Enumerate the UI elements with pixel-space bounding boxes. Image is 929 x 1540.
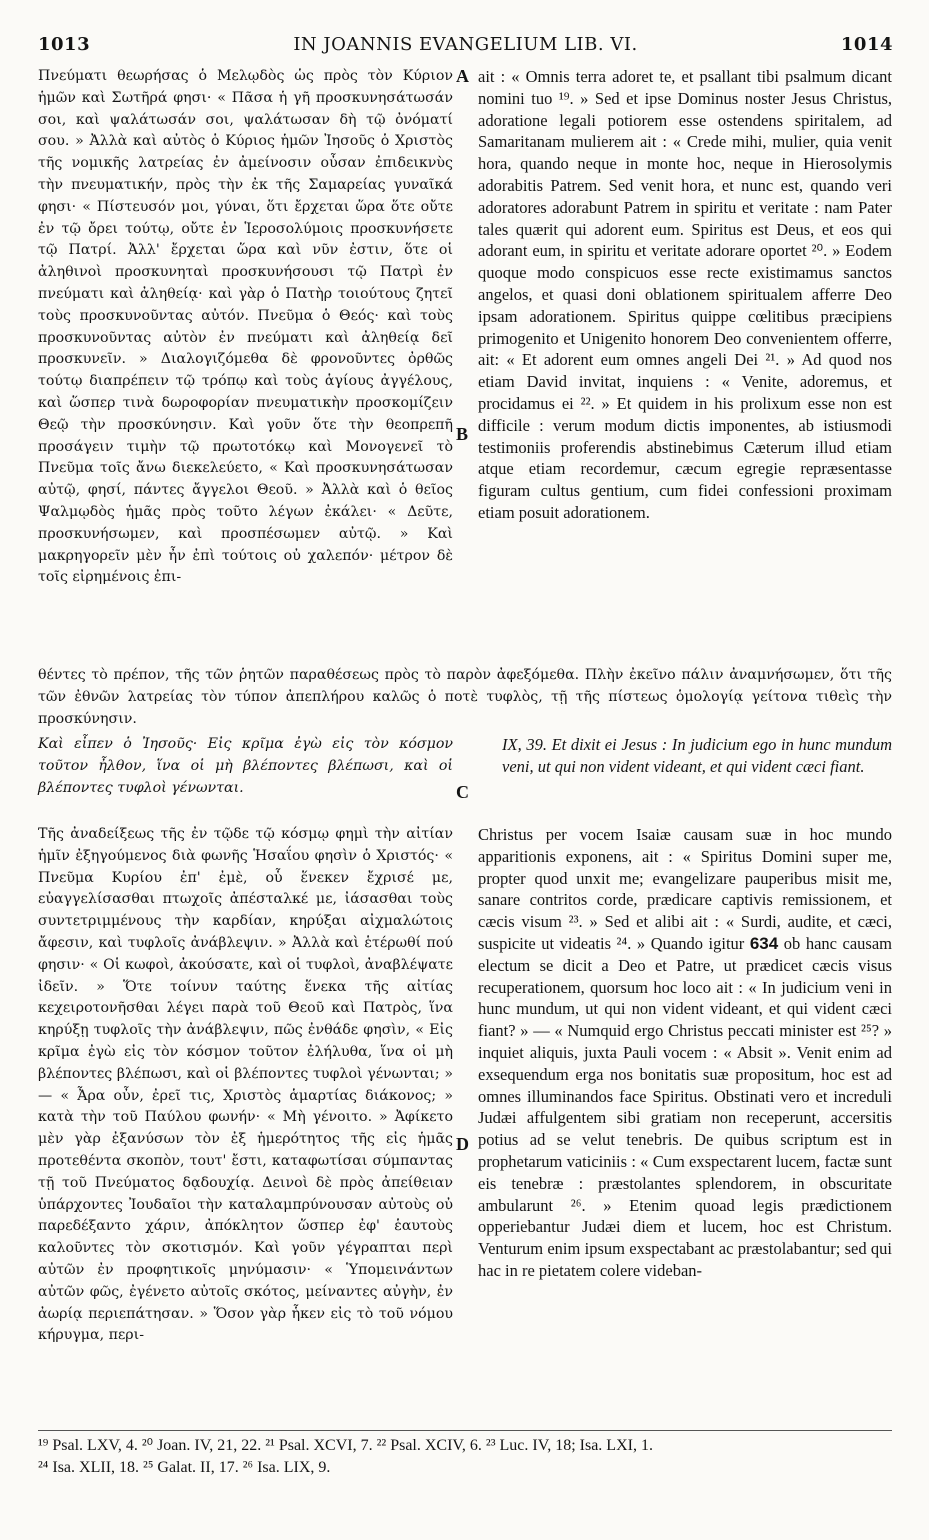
section-marker-a: A: [456, 66, 469, 86]
greek-paragraph-continued: θέντες τὸ πρέπον, τῆς τῶν ῥητῶν παραθέσεως πρὸς τὸ παρὸν ἀφεξόμεθα. Πλὴν ἐκεῖνο πάλιν ἀναμνήσωμεν, ὅτι τῆς τῶν ἐθνῶν λατρείας τὸν τύπον ἀπεπλήρου καλῶς ὁ ποτὲ τυφλὸς, τῇ τῆς πίστεως ὁμολογίᾳ γείτονα τιθεὶς τὴν προσκύνησιν.: [38, 667, 892, 727]
latin-column-block1: [478, 66, 892, 524]
latin-commentary: [478, 824, 892, 1282]
running-header: [38, 34, 893, 60]
gospel-lemma-latin: [478, 734, 892, 778]
fullwidth-greek-line: [38, 665, 892, 730]
column-number: 634: [749, 933, 779, 953]
latin-commentary-part2: ob hanc causam electum se dicit a Deo et Patre, ut prædicet cæcis visus recuperationem, quorsum hoc loco ait : « In judicium veni in hunc mundum, ut qui non vident videant, et qui vident cæci fiant? » — « Numquid ergo Christus peccati minister est ²⁵? » inquiet aliquis, juxta Pauli vocem : « Absit ». Venit enim ad exsequendum erga nos bonitatis suæ propositum, hoc est ad omnes illuminandos face Spiritus. Obstinati vero et increduli Judæi affulgentem sibi gratiam non receperunt, accersitis potius ad se velut tenebris. De quibus scriptum est in prophetarum vaticiniis : « Cum exspectarent lucem, factæ sunt eis tenebræ : præstolantes splendorem, in obscuritate ambularunt ²⁶. » Etenim quoad legis prædictionem opperiebantur Judæi diem et lucem, hoc est Christum. Venturum enim ipsum exspectabant ac præstolabantur; sed qui hac in re pietatem colere videban-: [478, 933, 893, 1280]
latin-column-block2: [478, 824, 892, 1282]
greek-column-block1: [38, 66, 453, 589]
page-number-left: 1013: [38, 34, 91, 55]
greek-column-block2: [38, 824, 453, 1347]
gospel-lemma-greek: [38, 734, 453, 799]
section-marker-d: D: [456, 1134, 469, 1154]
greek-paragraph: Πνεύματι θεωρήσας ὁ Μελῳδὸς ὡς πρὸς τὸν Κύριον ἡμῶν καὶ Σωτῆρά φησι· « Πᾶσα ἡ γῆ προσκυνησάτωσάν σοι, καὶ ψαλάτωσάν σοι, ψαλάτωσαν δὴ τῷ ὀνόματί σου. » Ἀλλὰ καὶ αὐτὸς ὁ Κύριος ἡμῶν Ἰησοῦς ὁ Χριστὸς τῆς νομικῆς λατρείας ἐν ἀμείνοσιν οὖσαν ἐπιδεικνὺς τὴν πνευματικήν, πρὸς τὴν ἐκ τῆς Σαμαρείας γυναῖκά φησι· « Πίστευσόν μοι, γύναι, ὅτι ἔρχεται ὥρα ὅτε οὔτε ἐν τῷ ὄρει τούτῳ, οὔτε ἐν Ἱεροσολύμοις προσκυνήσετε τῷ Πατρί. Ἀλλ' ἔρχεται ὥρα καὶ νῦν ἐστιν, ὅτε οἱ ἀληθινοὶ προσκυνηταὶ προσκυνήσουσι τῷ Πατρὶ ἐν πνεύματι καὶ ἀληθείᾳ· καὶ γὰρ ὁ Πατὴρ τοιούτους ζητεῖ τοὺς προσκυνοῦντας αὐτόν. Πνεῦμα ὁ Θεός· καὶ τοὺς προσκυνοῦντας αὐτὸν ἐν πνεύματι καὶ ἀληθείᾳ δεῖ προσκυνεῖν. » Διαλογιζόμεθα δὲ φρονοῦντες ὀρθῶς τούτῳ διαπρέπειν τῷ τρόπῳ καὶ τοὺς ἁγίους ἀγγέλους, καὶ ὥσπερ τινὰ δωροφορίαν πνευματικὴν προσκομίζειν Θεῷ τὴν προσκύνησιν. Καὶ γοῦν ὅτε τὴν θεοπρεπῆ προσάγειν τιμὴν τῷ πρωτοτόκῳ καὶ Μονογενεῖ τὸ Πνεῦμα τοῖς ἄνω διεκελεύετο, « Καὶ προσκυνησάτωσαν αὐτῷ, φησί, πάντες ἄγγελοι Θεοῦ. » Ἀλλὰ καὶ ὁ θεῖος Ψαλμῳδὸς ἡμᾶς πρὸς τοῦτο λέγων ἐκάλει· « Δεῦτε, προσκυνήσωμεν, καὶ προσπέσωμεν αὐτῷ. » Καὶ μακρηγορεῖν μὲν ἦν ἐπὶ τούτοις οὐ χαλεπόν· μέτρον δὲ τοῖς εἰρημένοις ἐπι-: [38, 68, 453, 586]
lemma-greek-text: Καὶ εἶπεν ὁ Ἰησοῦς· Εἰς κρῖμα ἐγὼ εἰς τὸν κόσμον τοῦτον ἦλθον, ἵνα οἱ μὴ βλέποντες βλέπωσι, καὶ οἱ βλέποντες τυφλοὶ γένωνται.: [38, 736, 453, 796]
latin-commentary-part1: Christus per vocem Isaiæ causam suæ in hoc mundo apparitionis exponens, ait : « Spiritus Domini super me, propter quod unxit me; evangelizare pauperibus misit me, sanare contritos corde, prædicare captivis remissionem, et cæcis visum ²³. » Sed et alibi ait : « Surdi, audite, et cæci, suspicite ut videatis ²⁴. » Quando igitur: [478, 825, 892, 953]
page-number-right: 1014: [840, 34, 893, 55]
footnotes: [38, 1430, 892, 1479]
greek-commentary: Τῆς ἀναδείξεως τῆς ἐν τῷδε τῷ κόσμῳ φημὶ τὴν αἰτίαν ἡμῖν ἐξηγούμενος διὰ φωνῆς Ἡσαΐου φησὶν ὁ Χριστός· « Πνεῦμα Κυρίου ἐπ' ἐμὲ, οὗ ἕνεκεν ἔχρισέ με, εὐαγγελίσασθαι πτωχοῖς ἀπέσταλκέ με, ἰάσασθαι τοὺς συντετριμμένους τὴν καρδίαν, κηρύξαι αἰχμαλώτοις ἄφεσιν, καὶ τυφλοῖς ἀνάβλεψιν. » Ἀλλὰ καὶ ἑτέρωθί πού φησιν· « Οἱ κωφοὶ, ἀκούσατε, καὶ οἱ τυφλοὶ, ἀναβλέψατε ἰδεῖν. » Ὅτε τοίνυν ταύτης ἕνεκα τῆς αἰτίας κεχειροτονῆσθαι λέγει παρὰ τοῦ Θεοῦ καὶ Πατρὸς, ἵνα κηρύξῃ τυφλοῖς τὴν ἀνάβλεψιν, πῶς ἐνθάδε φησὶν, « Εἰς κρῖμα ἐγὼ εἰς τὸν κόσμον τοῦτον ἐλήλυθα, ἵνα οἱ μὴ βλέποντες βλέπωσι, καὶ οἱ βλέποντες τυφλοὶ γένωνται; » — « Ἆρα οὖν, ἐρεῖ τις, Χριστὸς ἁμαρτίας διάκονος; » κατὰ τὴν τοῦ Παύλου φωνήν· « Μὴ γένοιτο. » Ἀφίκετο μὲν γὰρ ἐξανύσων τὸν ἐξ ἡμερότητος τῆς εἰς ἡμᾶς προτεθέντα σκοπὸν, τουτ' ἔστι, καταφωτίσαι σύμπαντας τῇ τοῦ Πνεύματος δᾳδουχίᾳ. Δεινοὶ δὲ πρὸς ἀπείθειαν ὑπάρχοντες Ἰουδαῖοι τὴν καταλαμπρύνουσαν αὐτοὺς οὐ παρεδέξαντο χάριν, ἀπόκλητον ὥσπερ ἐφ' ἑαυτοὺς καλοῦντες τὸν σκοτισμόν. Καὶ γοῦν γέγραπται περὶ αὐτῶν ἐν προφητικοῖς μηνύμασιν· « Ὑπομεινάντων αὐτῶν φῶς, ἐγένετο αὐτοῖς σκότος, μείναντες αὐγὴν, ἐν ἀωρίᾳ περιεπάτησαν. » Ὅσον γὰρ ἧκεν εἰς τὸ τοῦ νόμου κήρυγμα, περι-: [38, 826, 453, 1344]
running-title: IN JOANNIS EVANGELIUM LIB. VI.: [293, 34, 638, 55]
footnote-line-2: ²⁴ Isa. XLII, 18. ²⁵ Galat. II, 17. ²⁶ Isa. LIX, 9.: [38, 1459, 331, 1476]
lemma-latin-text: IX, 39. Et dixit ei Jesus : In judicium ego in hunc mundum veni, ut qui non vident videant, et qui vident cæci fiant.: [502, 735, 892, 776]
latin-paragraph: ait : « Omnis terra adoret te, et psallant tibi psalmum dicant nomini tuo ¹⁹. » Sed et ipse Dominus noster Jesus Christus, adoratione legali potiorem esse ostendens spiritalem, ad Samaritanam mulierem ait : « Crede mihi, mulier, quia venit hora, quando neque in monte hoc, neque in Hierosolymis adorabitis Patrem. Sed venit hora, et nunc est, quando veri adoratores adorabunt Patrem in spiritu et veritate : nam Pater tales quærit qui adorent eum. Spiritus est Deus, et eos qui adorant eum, in spiritu et veritate adorare oportet ²⁰. » Eodem quoque modo conspicuos esse recte existimamus sanctos angelos, et quasi doni oblationem spiritualem afferre Deo ipsam adorationem. Spiritus quippe cœlitibus præcipiens primogenito et Unigenito honorem Deo convenientem offerre, ait: « Et adorent eum omnes angeli Dei ²¹. » Ad quod nos etiam David invitat, inquiens : « Venite, adoremus, et procidamus ei ²². » Et quidem in his prolixum esse non est difficile : verum modum dictis imponentes, ab istiusmodi testimoniis proferendis abstinebimus Cæterum illud etiam atque etiam recordemur, cæcum egregie repræsentasse figuram cultus gentium, cum fidei confessioni proximam etiam posuit adorationem.: [478, 67, 892, 522]
footnote-line-1: ¹⁹ Psal. LXV, 4. ²⁰ Joan. IV, 21, 22. ²¹ Psal. XCVI, 7. ²² Psal. XCIV, 6. ²³ Luc. IV, 18; Isa. LXI, 1.: [38, 1437, 653, 1454]
section-marker-b: B: [456, 424, 469, 444]
section-marker-c: C: [456, 782, 469, 802]
